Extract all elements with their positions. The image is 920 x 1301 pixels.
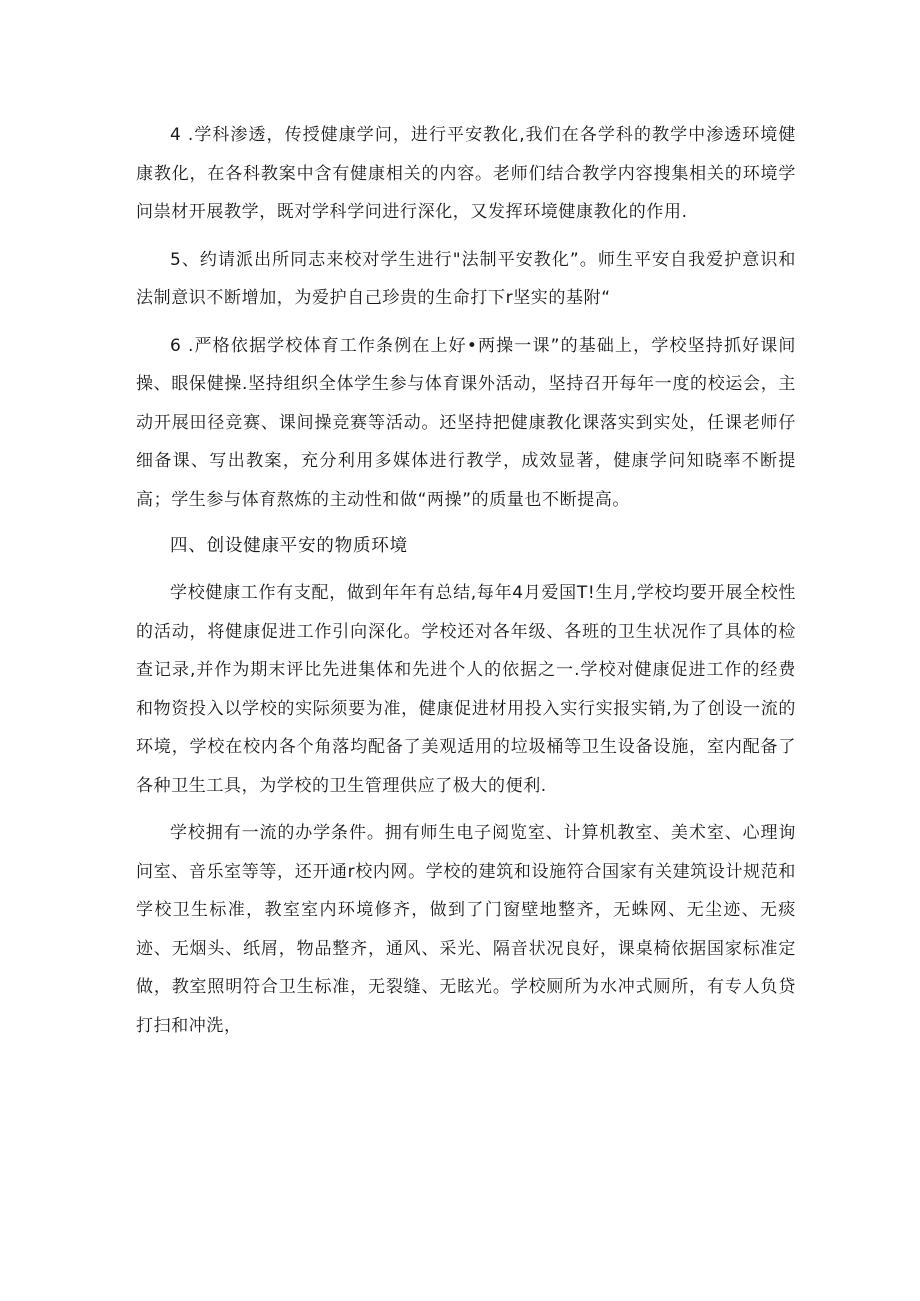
paragraph-health-work: 学校健康工作有支配，做到年年有总结,每年4月爱国T!生月,学校均要开展全校性的活动，将健康促进工作引向深化。学校还对各年级、各班的卫生状况作了具体的检查记录,并作为期末评比先进集体和先进个人的依据之一.学校对健康促进工作的经费和物资投入以学校的实际须要为准，健康促进材用投入实行实报实销,为了创设一流的环境，学校在校内各个角落均配备了美观适用的垃圾桶等卫生设备设施，室内配备了各种卫生工具，为学校的卫生管理供应了极大的便利. [136,583,796,796]
paragraph-item-5: 5、约请派出所同志来校对学生进行"法制平安教化”。师生平安自我爱护意识和法制意识不断增加，为爱护自己珍贵的生命打下r坚实的基附“ [136,249,796,308]
document-body [136,116,796,1045]
paragraph-item-4: 4 .学科渗透，传授健康学问，进行平安教化,我们在各学科的教学中渗透环境健康教化，在各科教案中含有健康相关的内容。老师们结合教学内容搜集相关的环境学问祟材开展教学，既对学科学问进行深化，又发挥环境健康教化的作用. [136,125,796,222]
paragraph-item-6: 6 .严格依据学校体育工作条例在上好•两操一课”的基础上，学校坚持抓好课间操、眼保健操.坚持组织全体学生参与体育课外活动，坚持召开每年一度的校运会，主动开展田径竞赛、课间操竞赛等活动。还坚持把健康教化课落实到实处，任课老师仔细备课、写出教案，充分利用多媒体进行教学，成效显著，健康学问知晓率不断提高；学生参与体育熬炼的主动性和做“两操”的质量也不断提高。 [136,335,796,510]
section-heading: 四、创设健康平安的物质环境 [170,536,408,556]
paragraph-school-conditions: 学校拥有一流的办学条件。拥有师生电子阅览室、计算机教室、美术室、心理询问室、音乐室等等，还开通r校内网。学校的建筑和设施符合国家有关建筑设计规范和学校卫生标准，教室室内环境修齐，做到了门窗壁地整齐，无蛛网、无尘迹、无痰迹、无烟头、纸屑，物品整齐，通风、采光、隔音状况良好，课桌椅依据国家标准定做，教室照明符合卫生标准，无裂缝、无眩光。学校厕所为水冲式厕所，有专人负贷打扫和冲洗， [136,823,796,1036]
